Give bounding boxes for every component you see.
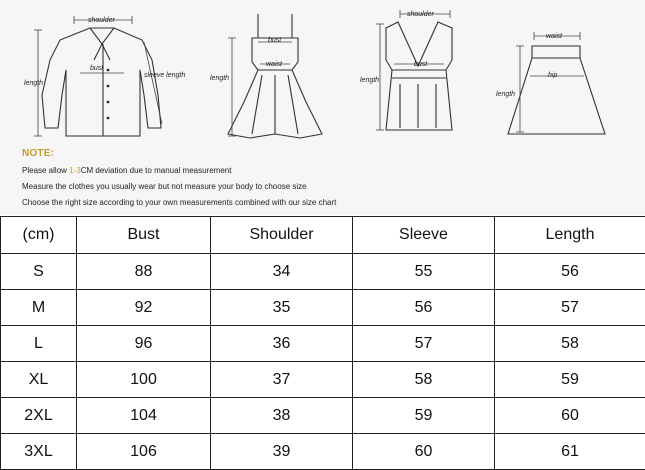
sleeve-cell: 56 (353, 290, 495, 326)
shoulder-cell: 34 (211, 254, 353, 290)
dress-waist-label: waist (266, 61, 283, 68)
shirt-bust-label: bust (90, 65, 104, 72)
size-cell: L (1, 326, 77, 362)
table-row (1, 398, 645, 434)
sleeve-cell: 59 (353, 398, 495, 434)
table-row (1, 290, 645, 326)
sleeve-cell: 60 (353, 434, 495, 470)
shoulder-cell: 37 (211, 362, 353, 398)
skirt-diagram (496, 32, 605, 134)
tank-bust-label: bust (414, 61, 428, 68)
length-cell: 61 (495, 434, 645, 470)
bust-cell: 106 (77, 434, 211, 470)
length-cell: 56 (495, 254, 645, 290)
size-cell: XL (1, 362, 77, 398)
shirt-sleeve-length-label: sleeve length (144, 72, 185, 79)
note-line-1-post: CM deviation due to manual measurement (81, 166, 232, 175)
dress-diagram (210, 14, 322, 138)
note-line-3: Choose the right size according to your own measurements combined with our size chart (22, 198, 336, 207)
shoulder-cell: 35 (211, 290, 353, 326)
header-unit: (cm) (1, 217, 77, 254)
length-cell: 59 (495, 362, 645, 398)
diagram-panel (0, 0, 645, 215)
skirt-length-label: length (496, 91, 515, 98)
size-cell: 3XL (1, 434, 77, 470)
table-header-row (1, 217, 645, 254)
shoulder-cell: 39 (211, 434, 353, 470)
length-cell: 57 (495, 290, 645, 326)
size-cell: 2XL (1, 398, 77, 434)
shoulder-cell: 38 (211, 398, 353, 434)
note-line-2: Measure the clothes you usually wear but not measure your body to choose size (22, 182, 307, 191)
bust-cell: 104 (77, 398, 211, 434)
tank-diagram (360, 10, 452, 130)
shirt-shoulder-label: shoulder (88, 17, 116, 24)
table-row (1, 434, 645, 470)
table-row (1, 254, 645, 290)
size-cell: S (1, 254, 77, 290)
dress-bust-label: bust (268, 37, 282, 44)
sleeve-cell: 58 (353, 362, 495, 398)
bust-cell: 88 (77, 254, 211, 290)
note-line-1-highlight: 1-3 (69, 166, 81, 175)
header-sleeve: Sleeve (353, 217, 495, 254)
bust-cell: 96 (77, 326, 211, 362)
note-line-1-pre: Please allow (22, 166, 69, 175)
skirt-hip-label: hip (548, 72, 557, 79)
header-length: Length (495, 217, 645, 254)
sleeve-cell: 55 (353, 254, 495, 290)
note-line-1 (22, 166, 231, 175)
header-shoulder: Shoulder (211, 217, 353, 254)
bust-cell: 100 (77, 362, 211, 398)
table-row (1, 362, 645, 398)
length-cell: 60 (495, 398, 645, 434)
sleeve-cell: 57 (353, 326, 495, 362)
length-cell: 58 (495, 326, 645, 362)
bust-cell: 92 (77, 290, 211, 326)
shirt-diagram (24, 16, 185, 136)
garment-diagrams (0, 0, 645, 146)
shoulder-cell: 36 (211, 326, 353, 362)
tank-shoulder-label: shoulder (407, 11, 435, 18)
dress-length-label: length (210, 75, 229, 82)
shirt-length-label: length (24, 80, 43, 87)
note-title: NOTE: (22, 148, 54, 159)
table-row (1, 326, 645, 362)
size-chart-table (0, 216, 645, 470)
header-bust: Bust (77, 217, 211, 254)
skirt-waist-label: waist (546, 33, 563, 40)
tank-length-label: length (360, 77, 379, 84)
size-cell: M (1, 290, 77, 326)
